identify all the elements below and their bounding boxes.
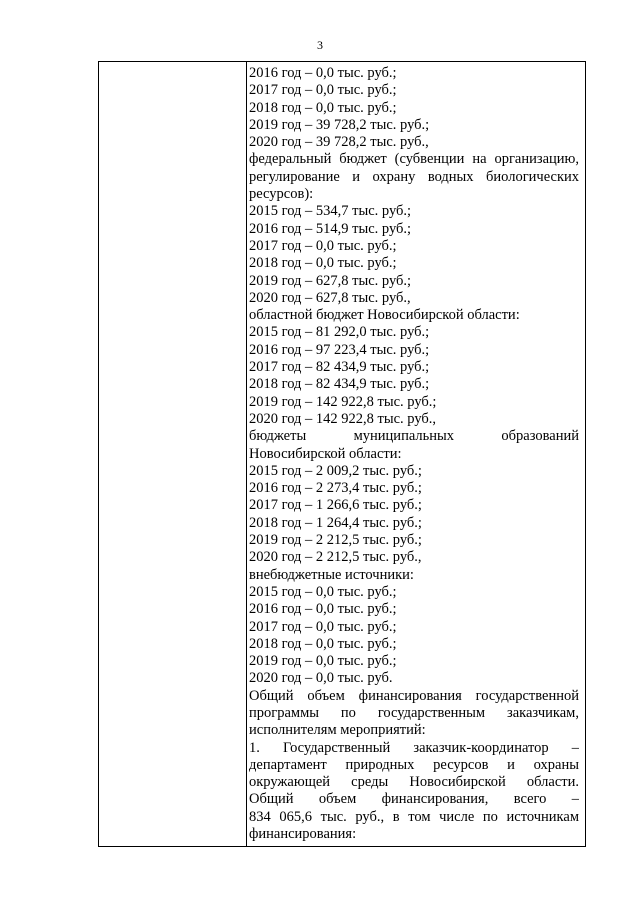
text-line: регулирование и охрану водных биологических [249,168,579,185]
text-line: 834 065,6 тыс. руб., в том числе по источникам [249,808,579,825]
funding-text-cell [249,65,579,843]
text-line: 2019 год – 142 922,8 тыс. руб.; [249,393,437,410]
text-line: бюджеты муниципальных образований [249,428,579,445]
text-line: 2017 год – 0,0 тыс. руб.; [249,618,397,635]
text-line: 2020 год – 627,8 тыс. руб., [249,289,411,306]
text-line: Общий объем финансирования, всего – [249,791,579,808]
text-line: 2016 год – 0,0 тыс. руб.; [249,601,397,618]
text-line: федеральный бюджет (субвенции на организацию, [249,151,579,168]
column-divider [246,62,247,846]
text-line: 2017 год – 0,0 тыс. руб.; [249,82,397,99]
text-line: 2020 год – 39 728,2 тыс. руб., [249,134,429,151]
text-line: программы по государственным заказчикам, [249,704,579,721]
text-line: 2018 год – 82 434,9 тыс. руб.; [249,376,430,393]
text-line: ресурсов): [249,186,314,203]
text-line: 2019 год – 0,0 тыс. руб.; [249,653,397,670]
text-line: 2019 год – 2 212,5 тыс. руб.; [249,532,422,549]
text-line: 2015 год – 534,7 тыс. руб.; [249,203,412,220]
text-line: 2018 год – 1 264,4 тыс. руб.; [249,514,422,531]
text-line: 2015 год – 2 009,2 тыс. руб.; [249,462,422,479]
text-line: 2016 год – 514,9 тыс. руб.; [249,220,412,237]
text-line: 2018 год – 0,0 тыс. руб.; [249,255,397,272]
text-line: исполнителям мероприятий: [249,722,426,739]
text-line: 2020 год – 142 922,8 тыс. руб., [249,410,437,427]
text-line: окружающей среды Новосибирской области. [249,774,579,791]
text-line: Общий объем финансирования государственной [249,687,579,704]
text-line: 2016 год – 97 223,4 тыс. руб.; [249,341,430,358]
text-line: 2019 год – 39 728,2 тыс. руб.; [249,116,430,133]
text-line: 2016 год – 0,0 тыс. руб.; [249,65,397,81]
text-line: 1. Государственный заказчик-координатор – [249,739,579,756]
text-line: 2016 год – 2 273,4 тыс. руб.; [249,480,422,497]
text-line: 2019 год – 627,8 тыс. руб.; [249,272,412,289]
text-line: 2018 год – 0,0 тыс. руб.; [249,99,397,116]
text-line: 2015 год – 0,0 тыс. руб.; [249,583,397,600]
page-number: 3 [317,38,323,52]
program-table [98,61,586,847]
text-line: 2020 год – 2 212,5 тыс. руб., [249,549,422,566]
text-line: областной бюджет Новосибирской области: [249,307,520,324]
text-line: 2020 год – 0,0 тыс. руб. [249,670,393,687]
text-line: 2017 год – 82 434,9 тыс. руб.; [249,359,430,376]
text-line: 2017 год – 1 266,6 тыс. руб.; [249,497,422,514]
text-line: Новосибирской области: [249,445,402,462]
text-line: 2015 год – 81 292,0 тыс. руб.; [249,324,430,341]
text-line: 2018 год – 0,0 тыс. руб.; [249,635,397,652]
text-line: 2017 год – 0,0 тыс. руб.; [249,237,397,254]
text-line: финансирования: [249,826,357,843]
text-line: департамент природных ресурсов и охраны [249,756,579,773]
text-line: внебюджетные источники: [249,566,414,583]
